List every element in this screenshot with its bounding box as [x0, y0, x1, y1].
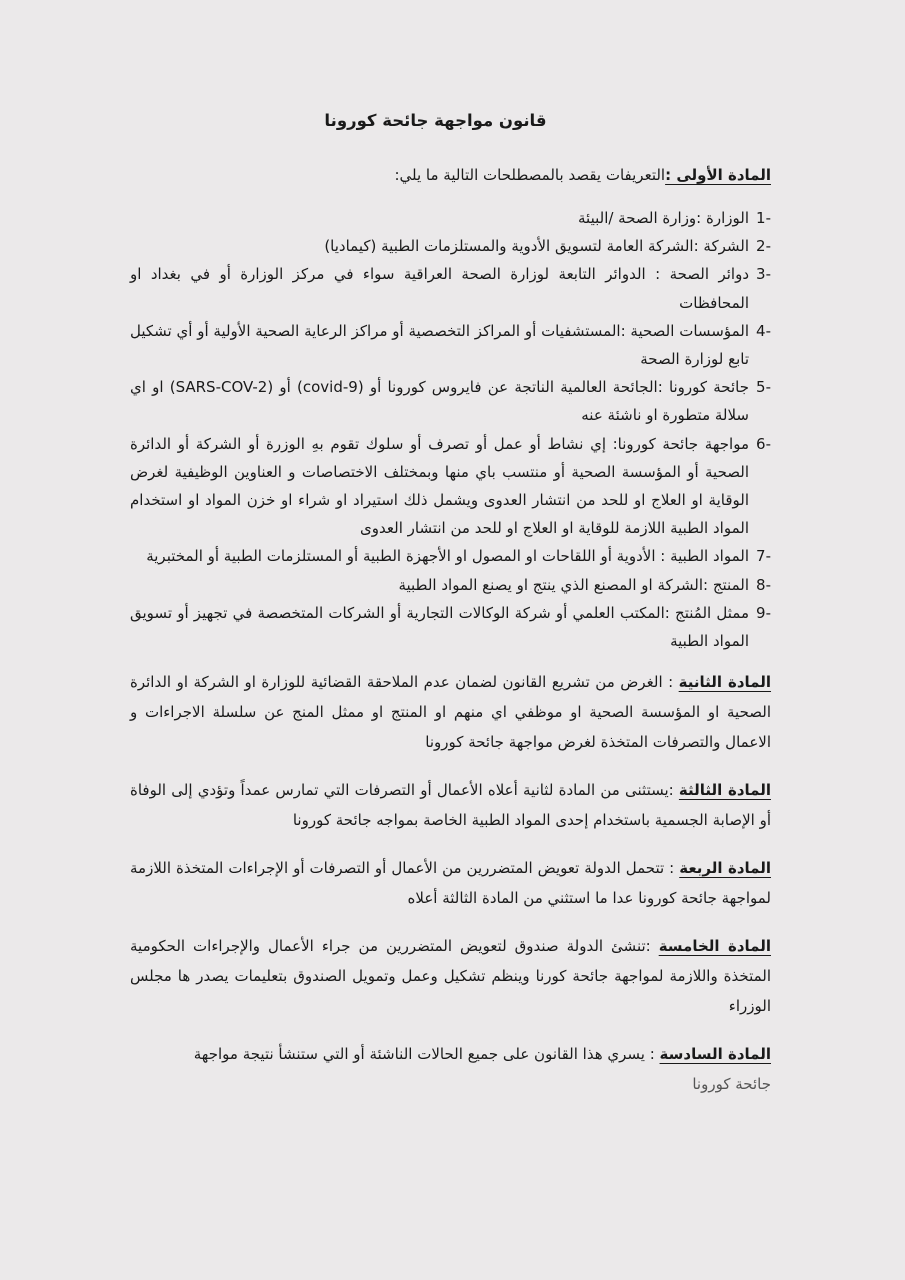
- article-5-heading: المادة الخامسة: [658, 937, 771, 956]
- article-4-separator: :: [664, 859, 680, 878]
- definition-text: ممثل المُنتج :المكتب العلمي أو شركة الوكالات التجارية أو الشركات المتخصصة في تجهيز أو تسويق المواد الطبية: [130, 603, 749, 651]
- definition-text: مواجهة جائحة كورونا: إي نشاط أو عمل أو تصرف أو سلوك تقوم بهِ الوزرة أو الشركة أو الدائرة الصحية أو المؤسسة الصحية أو منتسب باي منها وبمختلف الاختصاصات و العناوين الوظيفية لغرض الوقاية او العلاج او للحد من انتشار العدوى ويشمل ذلك استيراد او شراء او خزن المواد او استخدام المواد الطبية اللازمة للوقاية او العلاج او للحد من انتشار العدوى: [130, 434, 749, 538]
- definition-text: المواد الطبية : الأدوية أو اللقاحات او المصول او الأجهزة الطبية أو المستلزمات الطبية أو المختبرية: [146, 547, 749, 566]
- article-3-separator: :: [668, 781, 679, 800]
- definition-item: [130, 373, 771, 429]
- article-5-text: تنشئ الدولة صندوق لتعويض المتضررين من جراء الأعمال والإجراءات الحكومية المتخذة واللازمة لمواجهة جائحة كورنا وينظم تشكيل وعمل وتمويل الصندوق بتعليمات يصدر ها مجلس الوزراء: [130, 937, 771, 1016]
- article-6-heading: المادة السادسة: [659, 1045, 771, 1064]
- definition-number: -5: [756, 378, 771, 397]
- article-4-heading: المادة الربعة: [679, 859, 771, 878]
- definition-text: جائحة كورونا :الجائحة العالمية الناتجة عن فايروس كورونا أو (covid-9) أو (SARS-COV-2) او اي سلالة متطورة او ناشئة عنه: [130, 378, 750, 425]
- article-1-heading: المادة الأولى :: [665, 166, 771, 184]
- definition-item: [130, 204, 771, 232]
- article-1-intro: [130, 160, 771, 190]
- definition-number: -1: [756, 209, 771, 227]
- article-2-text: الغرض من تشريع القانون لضمان عدم الملاحقة القضائية للوزارة او الشركة او الدائرة الصحية او المؤسسة الصحية او موظفي اي منهم او المنتج او ممثل المنج عن سلسلة الاجراءات و الاعمال والتصرفات المتخذة لغرض مواجهة جائحة كورونا: [130, 673, 771, 752]
- definition-item: [130, 317, 771, 373]
- article-3: [130, 775, 771, 835]
- article-5: [130, 931, 771, 1021]
- definition-number: -2: [756, 237, 771, 256]
- article-4-text: تتحمل الدولة تعويض المتضررين من الأعمال أو التصرفات أو الإجراءات المتخذة اللازمة لمواجهة جائحة كورونا عدا ما استثني من المادة الثالثة أعلاه: [130, 859, 771, 908]
- article-3-text: يستثنى من المادة لثانية أعلاه الأعمال أو التصرفات التي تمارس عمداً وتؤدي إلى الوفاة أو الإصابة الجسمية باستخدام إحدى المواد الطبية الخاصة بمواجه جائحة كورونا: [130, 781, 771, 830]
- article-6: [130, 1039, 771, 1099]
- definition-text: المنتج :الشركة او المصنع الذي ينتج او يصنع المواد الطبية: [398, 575, 749, 594]
- document-title: قانون مواجهة جائحة كورونا: [324, 111, 547, 130]
- definition-text: الشركة :الشركة العامة لتسويق الأدوية والمستلزمات الطبية (كيماديا): [324, 237, 749, 256]
- article-5-separator: :: [645, 937, 659, 956]
- definition-number: -8: [756, 575, 771, 594]
- definition-number: -7: [756, 547, 771, 566]
- article-2-heading: المادة الثانية: [678, 673, 772, 692]
- article-6-text: يسري هذا القانون على جميع الحالات الناشئة أو التي ستنشأ نتيجة مواجهة: [193, 1045, 645, 1064]
- definitions-list: [130, 204, 771, 655]
- article-2-separator: :: [662, 673, 679, 692]
- definition-text: الوزارة :وزارة الصحة /البيئة: [578, 209, 749, 227]
- article-6-tail: جائحة كورونا: [692, 1075, 771, 1094]
- article-4: [130, 853, 771, 913]
- definition-text: المؤسسات الصحية :المستشفيات أو المراكز التخصصية أو مراكز الرعاية الصحية الأولية أو أي تشكيل تابع لوزارة الصحة: [130, 321, 749, 369]
- definition-number: -6: [756, 434, 771, 453]
- definition-item: [130, 260, 771, 316]
- article-2: [130, 667, 771, 757]
- definition-number: -9: [756, 603, 771, 622]
- article-1-text: التعريفات يقصد بالمصطلحات التالية ما يلي:: [394, 166, 666, 184]
- definition-number: -3: [756, 265, 771, 284]
- definition-item: [130, 599, 771, 655]
- definition-number: -4: [756, 321, 771, 340]
- definition-text: دوائر الصحة : الدوائر التابعة لوزارة الصحة العراقية سواء في مركز الوزارة أو في بغداد او المحافظات: [130, 265, 749, 312]
- definition-item: [130, 542, 771, 570]
- definition-item: [130, 571, 771, 599]
- article-6-separator: :: [644, 1045, 660, 1064]
- definition-item: [130, 232, 771, 260]
- definition-item: [130, 430, 771, 543]
- article-3-heading: المادة الثالثة: [678, 781, 771, 800]
